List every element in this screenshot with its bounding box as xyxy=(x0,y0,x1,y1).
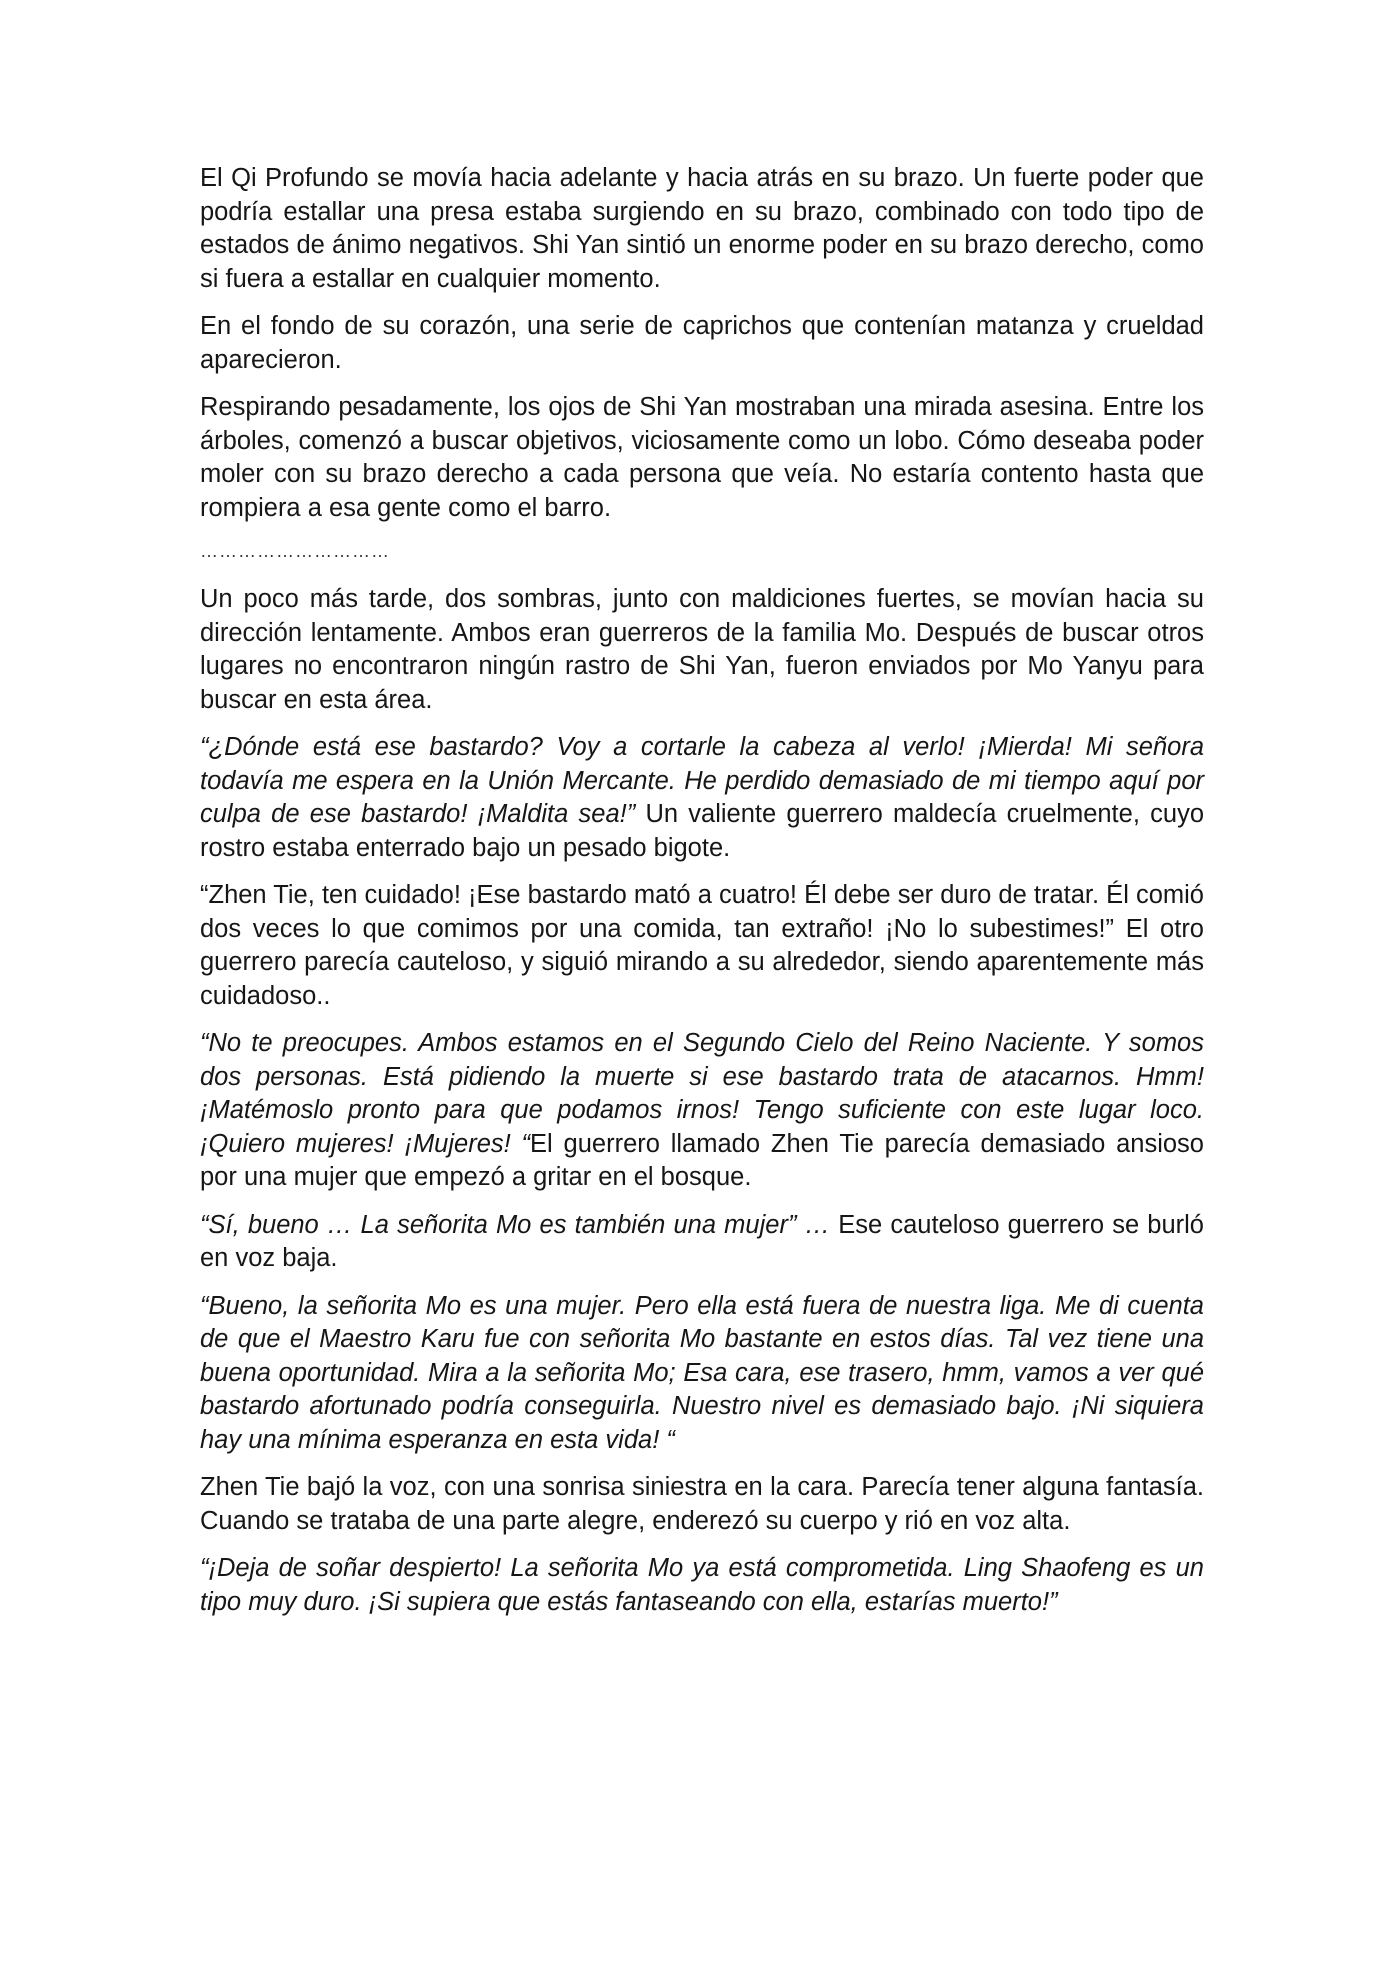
paragraph-1-text: El Qi Profundo se movía hacia adelante y hacia atrás en su brazo. Un fuerte poder que podría estallar una presa estaba surgiendo en su brazo, combinado con todo tipo de estados de ánimo negativos. Shi Yan sintió un enorme poder en su brazo derecho, como si fuera a estallar en cualquier momento. xyxy=(200,164,1204,293)
paragraph-7-dialogue: “No te preocupes. Ambos estamos en el Segundo Cielo del Reino Naciente. Y somos dos personas. Está pidiendo la muerte si ese bastardo trata de atacarnos. Hmm! ¡Matémoslo pronto para que podamos irnos! Tengo suficiente con este lugar loco. ¡Quiero mujeres! ¡Mujeres! “ xyxy=(200,1029,1204,1158)
paragraph-3 xyxy=(200,391,1204,525)
paragraph-7-narration: El guerrero llamado Zhen Tie parecía demasiado ansioso por una mujer que empezó a gritar en el bosque. xyxy=(200,1129,1204,1191)
paragraph-3-text: Respirando pesadamente, los ojos de Shi Yan mostraban una mirada asesina. Entre los árboles, comenzó a buscar objetivos, viciosamente como un lobo. Cómo deseaba poder moler con su brazo derecho a cada persona que veía. No estaría contento hasta que rompiera a esa gente como el barro. xyxy=(200,393,1204,522)
paragraph-11-dialogue: “¡Deja de soñar despierto! La señorita Mo ya está comprometida. Ling Shaofeng es un tipo muy duro. ¡Si supiera que estás fantaseando con ella, estarías muerto!” xyxy=(200,1554,1204,1616)
section-separator: ………………………… xyxy=(200,541,390,561)
paragraph-9 xyxy=(200,1290,1204,1458)
paragraph-2 xyxy=(200,310,1204,377)
paragraph-4-text: Un poco más tarde, dos sombras, junto con maldiciones fuertes, se movían hacia su dirección lentamente. Ambos eran guerreros de la familia Mo. Después de buscar otros lugares no encontraron ningún rastro de Shi Yan, fueron enviados por Mo Yanyu para buscar en esta área. xyxy=(200,585,1204,714)
paragraph-9-dialogue: “Bueno, la señorita Mo es una mujer. Pero ella está fuera de nuestra liga. Me di cuenta de que el Maestro Karu fue con señorita Mo bastante en estos días. Tal vez tiene una buena oportunidad. Mira a la señorita Mo; Esa cara, ese trasero, hmm, vamos a ver qué bastardo afortunado podría conseguirla. Nuestro nivel es demasiado bajo. ¡Ni siquiera hay una mínima esperanza en esta vida! “ xyxy=(200,1291,1204,1454)
paragraph-4 xyxy=(200,583,1204,717)
document-page xyxy=(200,162,1204,1633)
paragraph-10-text: Zhen Tie bajó la voz, con una sonrisa siniestra en la cara. Parecía tener alguna fantasía. Cuando se trataba de una parte alegre, enderezó su cuerpo y rió en voz alta. xyxy=(200,1473,1204,1535)
paragraph-6-text: “Zhen Tie, ten cuidado! ¡Ese bastardo mató a cuatro! Él debe ser duro de tratar. Él comió dos veces lo que comimos por una comida, tan extraño! ¡No lo subestimes!” El otro guerrero parecía cauteloso, y siguió mirando a su alrededor, siendo aparentemente más cuidadoso.. xyxy=(200,881,1204,1010)
paragraph-11 xyxy=(200,1552,1204,1619)
paragraph-1 xyxy=(200,162,1204,296)
paragraph-7 xyxy=(200,1027,1204,1195)
paragraph-10 xyxy=(200,1471,1204,1538)
paragraph-5-dialogue: “¿Dónde está ese bastardo? Voy a cortarle la cabeza al verlo! ¡Mierda! Mi señora todavía me espera en la Unión Mercante. He perdido demasiado de mi tiempo aquí por culpa de ese bastardo! ¡Maldita sea!” xyxy=(200,733,1204,828)
paragraph-6 xyxy=(200,879,1204,1013)
paragraph-8-dialogue: “Sí, bueno … La señorita Mo es también una mujer” … xyxy=(200,1210,831,1239)
paragraph-8 xyxy=(200,1209,1204,1276)
paragraph-8-narration: Ese cauteloso guerrero se burló en voz baja. xyxy=(200,1210,1204,1272)
paragraph-5 xyxy=(200,731,1204,865)
paragraph-5-narration: Un valiente guerrero maldecía cruelmente, cuyo rostro estaba enterrado bajo un pesado bigote. xyxy=(200,800,1204,862)
paragraph-2-text: En el fondo de su corazón, una serie de caprichos que contenían matanza y crueldad aparecieron. xyxy=(200,312,1204,374)
